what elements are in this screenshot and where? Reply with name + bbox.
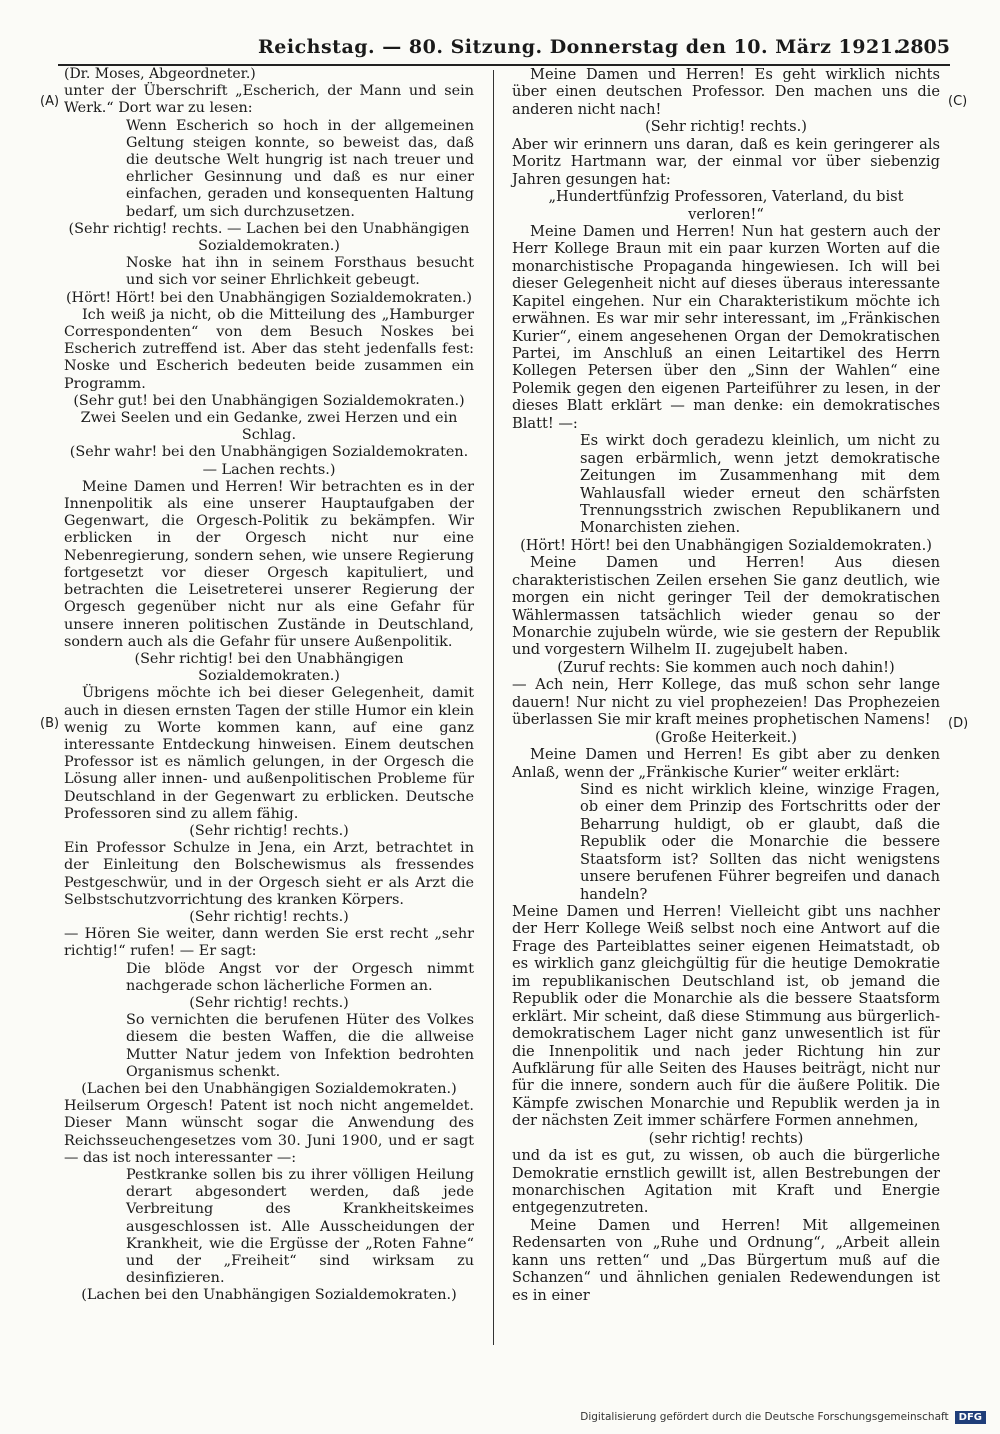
interjection-paragraph: (Zuruf rechts: Sie kommen auch noch dahin!) [557, 658, 895, 676]
interjection-paragraph: (Lachen bei den Unabhängigen Sozialdemokraten.) [81, 1287, 457, 1304]
text-paragraph: Meine Damen und Herren! Nun hat gestern auch der Herr Kollege Braun mit ein paar kurzen Worten auf die monarchistische Propaganda hingewiesen. Ich will bei dieser Gelegenheit nicht auf dieses überaus interessante Kapitel eingehen. Nur ein Charakteristikum möchte ich erwähnen. Es war mir sehr interessant, im „Fränkischen Kurier“, einem angesehenen Organ der Demokratischen Partei, im Anschluß an einen Leitartikel des Herrn Kollegen Petersen über den „Sinn der Wahlen“ eine Polemik gegen den eigenen Parteiführer zu lesen, in der dieses Blatt erklärt — man denke: ein demokratisches Blatt! —: [512, 222, 940, 432]
interjection-paragraph: (Sehr richtig! rechts.) [189, 994, 349, 1011]
text-paragraph: Meine Damen und Herren! Mit allgemeinen Redensarten von „Ruhe und Ordnung“, „Arbeit allein kann uns retten“ und „Das Bürgertum muß auf die Schanzen“ und ähnlichen genialen Redewendungen ist es in einer [512, 1216, 940, 1304]
interjection-paragraph: (sehr richtig! rechts) [648, 1129, 804, 1147]
page-header [58, 30, 950, 66]
footer-credit: Digitalisierung gefördert durch die Deutsche Forschungsgemeinschaft [580, 1411, 949, 1423]
dfg-logo: DFG [955, 1411, 986, 1424]
column-divider [493, 70, 494, 1345]
text-paragraph: Meine Damen und Herren! Es geht wirklich nichts über einen deutschen Professor. Den machen uns die anderen nicht nach! [512, 66, 940, 118]
text-paragraph: Heilserum Orgesch! Patent ist noch nicht angemeldet. Dieser Mann wünscht sogar die Anwendung des Reichsseuchengesetzes vom 30. Juni 1900, und er sagt — das ist noch interessanter —: [64, 1098, 474, 1166]
quoted-paragraph: So vernichten die berufenen Hüter des Volkes diesem die besten Waffen, die die allweise Mutter Natur jedem von Infektion bedrohten Organismus schenkt. [126, 1012, 474, 1080]
quoted-paragraph: Die blöde Angst vor der Orgesch nimmt nachgerade schon lächerliche Formen an. [126, 960, 474, 994]
text-paragraph: Meine Damen und Herren! Vielleicht gibt uns nachher der Herr Kollege Weiß selbst noch eine Antwort auf die Frage des Parteiblattes seiner eigenen Heimatstadt, ob es wirklich ganz gleichgültig für die heutige Demokratie im republikanischen Deutschland ist, ob jemand die Republik oder die Monarchie als die bessere Staatsform erklärt. Mir scheint, daß diese Stimmung aus bürgerlich-demokratischem Lager nicht ganz unwesentlich ist für die Innenpolitik und nach jeder Richtung hin zur Aufklärung für alle Seiten des Hauses beiträgt, nicht nur für die innere, sondern auch für die äußere Politik. Die Kämpfe zwischen Monarchie und Republik werden ja in der nächsten Zeit immer schärfere Formen annehmen, [512, 903, 940, 1130]
quoted-paragraph: Sind es nicht wirklich kleine, winzige Fragen, ob einer dem Prinzip des Fortschritts oder der Beharrung huldigt, ob er glaubt, daß die Republik oder die Monarchie die bessere Staatsform ist? Sollten das nicht wenigstens unsere berufenen Führer begreifen und danach handeln? [580, 780, 940, 903]
interjection-paragraph: (Sehr richtig! rechts. — Lachen bei den Unabhängigen Sozialdemokraten.) [68, 220, 470, 255]
left-text-column [64, 66, 474, 1305]
interjection-paragraph: (Sehr richtig! rechts.) [189, 908, 349, 925]
text-paragraph: Aber wir erinnern uns daran, daß es kein geringerer als Moritz Hartmann war, der einmal vor über siebenzig Jahren gesungen hat: [512, 135, 940, 188]
right-text-column [512, 66, 940, 1304]
text-paragraph: — Hören Sie weiter, dann werden Sie erst recht „sehr richtig!“ rufen! — Er sagt: [64, 926, 474, 960]
page-number: 2805 [897, 36, 950, 58]
interjection-paragraph: „Hundertfünfzig Professoren, Vaterland, du bist verloren!“ [548, 188, 904, 223]
interjection-paragraph: (Hört! Hört! bei den Unabhängigen Sozialdemokraten.) [65, 289, 473, 306]
text-paragraph: Meine Damen und Herren! Aus diesen charakteristischen Zeilen ersehen Sie ganz deutlich, wie morgen ein nicht geringer Teil der demokratischen Wählermassen tatsächlich wieder genau so der Monarchie zujubeln würde, wie sie gestern der Republik und vorgestern Wilhelm II. zugejubelt haben. [512, 554, 940, 659]
quoted-paragraph: Noske hat ihn in seinem Forsthaus besucht und sich vor seiner Ehrlichkeit gebeugt. [126, 255, 474, 289]
margin-marker-c: (C) [948, 94, 968, 109]
interjection-paragraph: (Sehr richtig! bei den Unabhängigen Sozialdemokraten.) [134, 650, 404, 685]
margin-marker-d: (D) [948, 716, 969, 731]
text-paragraph: Ich weiß ja nicht, ob die Mitteilung des „Hamburger Correspondenten“ von dem Besuch Noskes bei Escherich zutreffend ist. Aber das steht jedenfalls fest: Noske und Escherich bedeuten beide zusammen ein Programm. [64, 306, 474, 392]
interjection-paragraph: (Sehr richtig! rechts.) [189, 822, 349, 839]
text-paragraph: — Ach nein, Herr Kollege, das muß schon sehr lange dauern! Nur nicht zu viel prophezeien! Das Prophezeien überlassen Sie mir kraft meines prophetischen Namens! [512, 676, 940, 729]
interjection-paragraph: Zwei Seelen und ein Gedanke, zwei Herzen und ein Schlag. [80, 410, 458, 444]
interjection-paragraph: (Große Heiterkeit.) [655, 728, 797, 746]
text-paragraph: Übrigens möchte ich bei dieser Gelegenheit, damit auch in diesen ernsten Tagen der stille Humor ein klein wenig zu Worte kommen kann, auf eine ganz interessante Entdeckung hinweisen. Einem deutschen Professor ist es nämlich gelungen, in der Orgesch die Lösung aller innen- und außenpolitischen Probleme für Deutschland in der Gegenwart zu erblicken. Deutsche Professoren sind zu allem fähig. [64, 685, 474, 822]
quoted-paragraph: Wenn Escherich so hoch in der allgemeinen Geltung steigen konnte, so beweist das, daß die deutsche Welt hungrig ist nach treuer und ehrlicher Gesinnung und daß es nur einer einfachen, geraden und konsequenten Haltung bedarf, um sich durchzusetzen. [126, 117, 474, 220]
margin-marker-b: (B) [40, 716, 60, 731]
text-paragraph: Meine Damen und Herren! Es gibt aber zu denken Anlaß, wenn der „Fränkische Kurier“ weiter erklärt: [512, 746, 940, 781]
text-paragraph: Meine Damen und Herren! Wir betrachten es in der Innenpolitik als eine unserer Hauptaufgaben der Gegenwart, die Orgesch-Politik zu bekämpfen. Wir erblicken in der Orgesch nicht nur eine Nebenregierung, sondern sehen, wie unsere Regierung fortgesetzt vor dieser Orgesch kapituliert, und betrachten die Leisetreterei unserer Regierung der Orgesch gegenüber nicht nur als eine Gefahr für unsere inneren politischen Zustände in Deutschland, sondern auch als die Gefahr für unsere Außenpolitik. [64, 478, 474, 650]
speaker-label: (Dr. Moses, Abgeordneter.) [64, 66, 256, 82]
quoted-paragraph: Pestkranke sollen bis zu ihrer völligen Heilung derart abgesondert werden, daß jede Verbreitung des Krankheitskeimes ausgeschlossen ist. Alle Ausscheidungen der Krankheit, wie die Ergüsse der „Roten Fahne“ und der „Freiheit“ sind wirksam zu desinfizieren. [126, 1167, 474, 1287]
page-header-title: Reichstag. — 80. Sitzung. Donnerstag den 10. März 1921. [258, 36, 901, 58]
interjection-paragraph: (Sehr gut! bei den Unabhängigen Sozialdemokraten.) [73, 392, 465, 409]
margin-marker-a: (A) [40, 94, 60, 109]
interjection-paragraph: (Hört! Hört! bei den Unabhängigen Sozialdemokraten.) [520, 536, 932, 554]
text-paragraph: Ein Professor Schulze in Jena, ein Arzt, betrachtet in der Einleitung den Bolschewismus als fressendes Pestgeschwür, und in der Orgesch sieht er als Arzt die Selbstschutzvorrichtung des kranken Körpers. [64, 840, 474, 908]
text-paragraph: und da ist es gut, zu wissen, ob auch die bürgerliche Demokratie ernstlich gewillt ist, allen Bestrebungen der monarchischen Agitation mit Kraft und Energie entgegenzutreten. [512, 1147, 940, 1217]
page-footer [580, 1408, 986, 1426]
interjection-paragraph: (Sehr richtig! rechts.) [645, 118, 807, 136]
text-paragraph: unter der Überschrift „Escherich, der Mann und sein Werk.“ Dort war zu lesen: [64, 83, 474, 117]
interjection-paragraph: (Sehr wahr! bei den Unabhängigen Sozialdemokraten. — Lachen rechts.) [69, 444, 469, 478]
quoted-paragraph: Es wirkt doch geradezu kleinlich, um nicht zu sagen erbärmlich, wenn jetzt demokratische Zeitungen im Zusammenhang mit dem Wahlausfall wieder erneut den schärfsten Trennungsstrich zwischen Republikanern und Monarchisten ziehen. [580, 432, 940, 537]
interjection-paragraph: (Lachen bei den Unabhängigen Sozialdemokraten.) [81, 1080, 457, 1097]
